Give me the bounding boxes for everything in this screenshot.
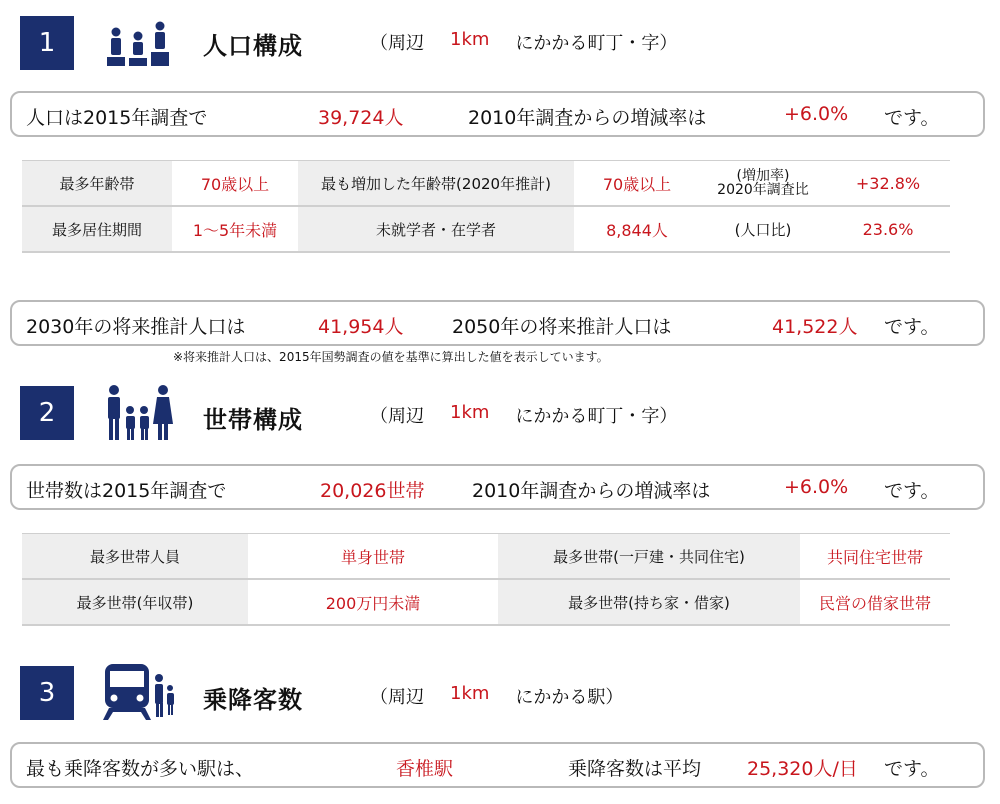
header-line: (増加率) [736,168,790,184]
table-row [22,534,950,580]
summary-text: 2010年調査からの増減率は [472,480,711,502]
population-summary-box [10,91,985,137]
people-podium-icon [103,12,173,68]
summary-suffix: です。 [884,107,940,129]
household-detail-table [22,533,950,626]
subtitle-suffix: にかかる駅） [515,687,624,708]
forecast-suffix: です。 [884,316,940,338]
table-row [22,161,950,207]
header-line: 2020年調査比 [717,182,809,198]
table-value-cell: 23.6% [862,219,914,239]
section-number-badge [20,666,74,720]
section-title: 世帯構成 [203,406,303,434]
population-detail-table [22,160,950,253]
forecast-summary-box [10,300,985,346]
forecast-text: 2050年の将来推計人口は [452,316,672,338]
table-header-cell: 最も増加した年齢帯(2020年推計) [298,161,574,205]
table-header-cell: (人口比) [734,220,792,239]
forecast-note: ※将来推計人口は、2015年国勢調査の値を基準に算出した値を表示しています。 [173,350,609,364]
subtitle-radius: 1km [450,683,490,704]
subtitle-suffix: にかかる町丁・字） [515,33,678,54]
summary-text: 最も乗降客数が多い駅は、 [26,758,255,780]
train-passenger-icon [101,662,177,722]
table-value-cell: 8,844人 [606,220,668,240]
section-number: 3 [38,678,56,708]
subtitle-suffix: にかかる町丁・字） [515,406,678,427]
table-header-cell: 最多年齢帯 [22,161,172,205]
summary-text: 2010年調査からの増減率は [468,107,707,129]
table-header-cell: 最多世帯人員 [22,534,248,578]
section-title: 乗降客数 [203,686,303,714]
growth-rate-value: +6.0% [784,476,849,498]
forecast-text: 2030年の将来推計人口は [26,316,246,338]
table-header-cell: 最多世帯(持ち家・借家) [498,580,800,624]
section-number: 2 [38,398,56,428]
passenger-summary-box [10,742,985,788]
table-value-cell: 70歳以上 [200,174,270,194]
summary-suffix: です。 [884,758,940,780]
section-number: 1 [38,28,56,58]
section-title: 人口構成 [203,32,303,60]
section-subtitle [370,402,677,428]
section-subtitle [370,29,677,55]
household-summary-box [10,464,985,510]
table-value-cell: 共同住宅世帯 [826,547,923,567]
table-value-cell: 民営の借家世帯 [818,593,931,613]
summary-text: 世帯数は2015年調査で [26,480,227,502]
subtitle-radius: 1km [450,402,490,423]
table-header-cell: 最多世帯(一戸建・共同住宅) [498,534,800,578]
section-number-badge [20,16,74,70]
table-header-cell [700,161,826,205]
summary-suffix: です。 [884,480,940,502]
table-row [22,580,950,626]
table-header-cell: 最多居住期間 [22,207,172,251]
family-icon [103,382,175,442]
summary-text: 乗降客数は平均 [568,758,702,780]
forecast-2050-value: 41,522人 [772,316,858,338]
table-value-cell: 1～5年未満 [192,220,278,240]
section-subtitle [370,683,623,709]
table-row [22,207,950,253]
table-value-cell: 70歳以上 [602,174,672,194]
table-header-cell: 未就学者・在学者 [298,207,574,251]
population-value: 39,724人 [318,107,404,129]
summary-text: 人口は2015年調査で [26,107,208,129]
subtitle-prefix: （周辺 [370,406,424,427]
table-value-cell: 200万円未満 [325,593,421,613]
table-header-cell: 最多世帯(年収帯) [22,580,248,624]
passenger-average-value: 25,320人/日 [747,758,858,780]
subtitle-prefix: （周辺 [370,33,424,54]
growth-rate-value: +6.0% [784,103,849,125]
subtitle-radius: 1km [450,29,490,50]
forecast-2030-value: 41,954人 [318,316,404,338]
table-value-cell: +32.8% [855,173,921,193]
table-value-cell: 単身世帯 [340,547,405,567]
section-number-badge [20,386,74,440]
busiest-station-value: 香椎駅 [396,758,454,780]
subtitle-prefix: （周辺 [370,687,424,708]
household-count-value: 20,026世帯 [320,480,425,502]
